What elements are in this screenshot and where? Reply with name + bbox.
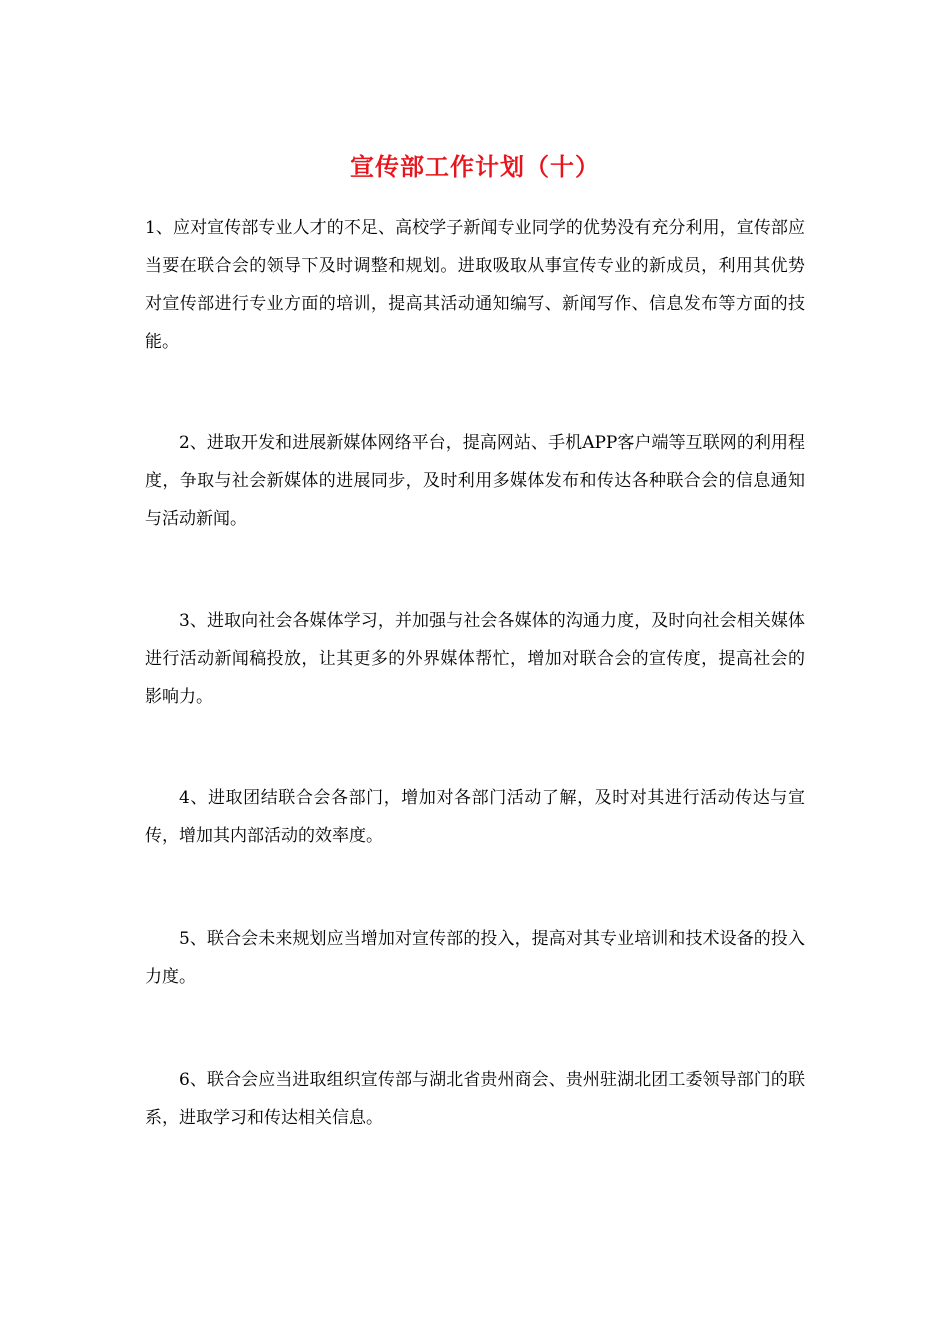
paragraph-4: 4、进取团结联合会各部门，增加对各部门活动了解，及时对其进行活动传达与宣传，增加其内部活动的效率度。	[145, 788, 805, 846]
paragraph-1: 1、应对宣传部专业人才的不足、高校学子新闻专业同学的优势没有充分利用，宣传部应当要在联合会的领导下及时调整和规划。进取吸取从事宣传专业的新成员，利用其优势对宣传部进行专业方面的培训，提高其活动通知编写、新闻写作、信息发布等方面的技能。	[145, 218, 805, 352]
paragraph-5: 5、联合会未来规划应当增加对宣传部的投入，提高对其专业培训和技术设备的投入力度。	[145, 929, 805, 987]
paragraph-2: 2、进取开发和进展新媒体网络平台，提高网站、手机APP客户端等互联网的利用程度，争取与社会新媒体的进展同步，及时利用多媒体发布和传达各种联合会的信息通知与活动新闻。	[145, 433, 805, 529]
document-title: 宣传部工作计划（十）	[350, 152, 600, 181]
paragraph-3: 3、进取向社会各媒体学习，并加强与社会各媒体的沟通力度，及时向社会相关媒体进行活动新闻稿投放，让其更多的外界媒体帮忙，增加对联合会的宣传度，提高社会的影响力。	[145, 611, 805, 707]
paragraph-6: 6、联合会应当进取组织宣传部与湖北省贵州商会、贵州驻湖北团工委领导部门的联系，进取学习和传达相关信息。	[145, 1070, 805, 1128]
